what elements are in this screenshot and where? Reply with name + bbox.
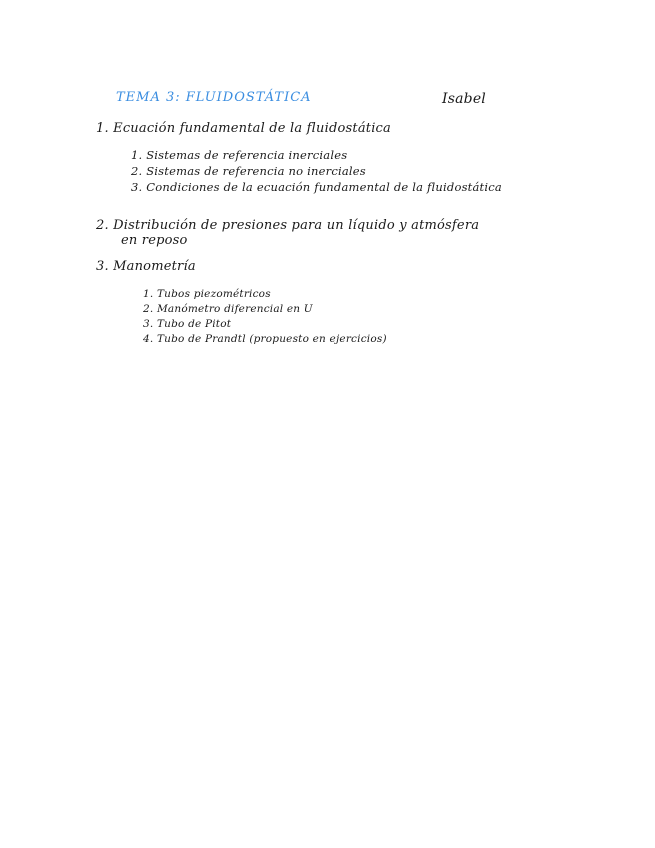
page-title: TEMA 3: FLUIDOSTÁTICA <box>116 90 312 105</box>
section-3-item-4: 4. Tubo de Prandtl (propuesto en ejercicios) <box>143 333 387 345</box>
author-name: Isabel <box>442 91 486 107</box>
section-heading-3: 3. Manometría <box>96 259 196 274</box>
section-1-item-2: 2. Sistemas de referencia no inerciales <box>131 164 366 178</box>
section-heading-2-line-1: 2. Distribución de presiones para un líquido y atmósfera <box>96 218 480 233</box>
section-3-item-3: 3. Tubo de Pitot <box>143 318 232 330</box>
section-1-item-1: 1. Sistemas de referencia inerciales <box>131 148 348 162</box>
section-3-item-1: 1. Tubos piezométricos <box>143 288 271 300</box>
section-heading-2-line-2: en reposo <box>121 233 188 248</box>
section-heading-1: 1. Ecuación fundamental de la fluidostática <box>96 121 391 136</box>
section-3-item-2: 2. Manómetro diferencial en U <box>143 303 313 315</box>
section-1-item-3: 3. Condiciones de la ecuación fundamental de la fluidostática <box>131 180 502 194</box>
